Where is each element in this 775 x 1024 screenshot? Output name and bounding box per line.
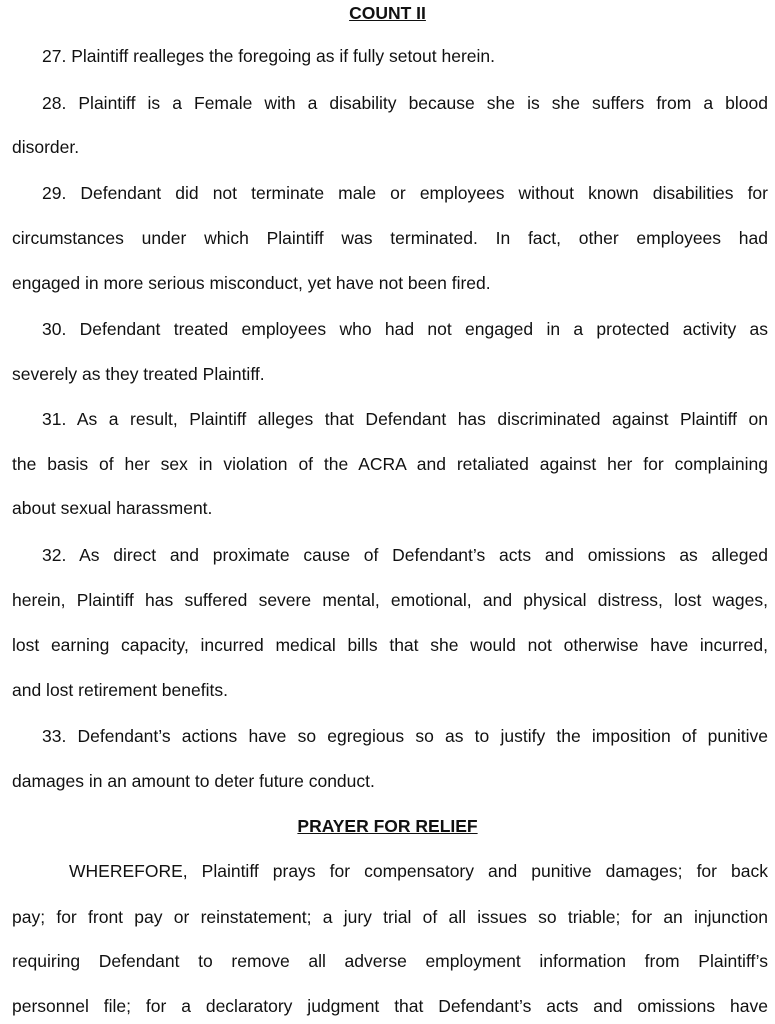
paragraph-line: 29. Defendant did not terminate male or employees without known disabilities for xyxy=(42,183,768,203)
prayer-heading: PRAYER FOR RELIEF xyxy=(297,816,478,836)
paragraph-line: 32. As direct and proximate cause of Defendant’s acts and omissions as alleged xyxy=(42,545,768,565)
paragraph-line: 33. Defendant’s actions have so egregious so as to justify the imposition of punitive xyxy=(42,726,768,746)
paragraph-line: damages in an amount to deter future conduct. xyxy=(12,771,375,791)
paragraph-line: 31. As a result, Plaintiff alleges that Defendant has discriminated against Plaintiff on xyxy=(42,409,768,429)
paragraph-line: personnel file; for a declaratory judgment that Defendant’s acts and omissions have xyxy=(12,996,768,1016)
paragraph-line: severely as they treated Plaintiff. xyxy=(12,364,265,384)
paragraph-line: lost earning capacity, incurred medical bills that she would not otherwise have incurred, xyxy=(12,635,768,655)
paragraph-line: WHEREFORE, Plaintiff prays for compensatory and punitive damages; for back xyxy=(69,861,768,881)
paragraph-line: circumstances under which Plaintiff was terminated. In fact, other employees had xyxy=(12,228,768,248)
paragraph-line: 28. Plaintiff is a Female with a disability because she is she suffers from a blood xyxy=(42,93,768,113)
paragraph-line: engaged in more serious misconduct, yet have not been fired. xyxy=(12,273,491,293)
paragraph-line: herein, Plaintiff has suffered severe mental, emotional, and physical distress, lost wages, xyxy=(12,590,768,610)
paragraph-line: about sexual harassment. xyxy=(12,498,213,518)
paragraph-line: pay; for front pay or reinstatement; a jury trial of all issues so triable; for an injunction xyxy=(12,907,768,927)
paragraph-line: requiring Defendant to remove all adverse employment information from Plaintiff’s xyxy=(12,951,768,971)
paragraph-line: disorder. xyxy=(12,137,80,157)
count-heading: COUNT II xyxy=(349,3,426,23)
paragraph-line: and lost retirement benefits. xyxy=(12,680,228,700)
paragraph-line: 27. Plaintiff realleges the foregoing as if fully setout herein. xyxy=(42,46,496,66)
paragraph-line: 30. Defendant treated employees who had not engaged in a protected activity as xyxy=(42,319,768,339)
paragraph-line: the basis of her sex in violation of the ACRA and retaliated against her for complaining xyxy=(12,454,768,474)
